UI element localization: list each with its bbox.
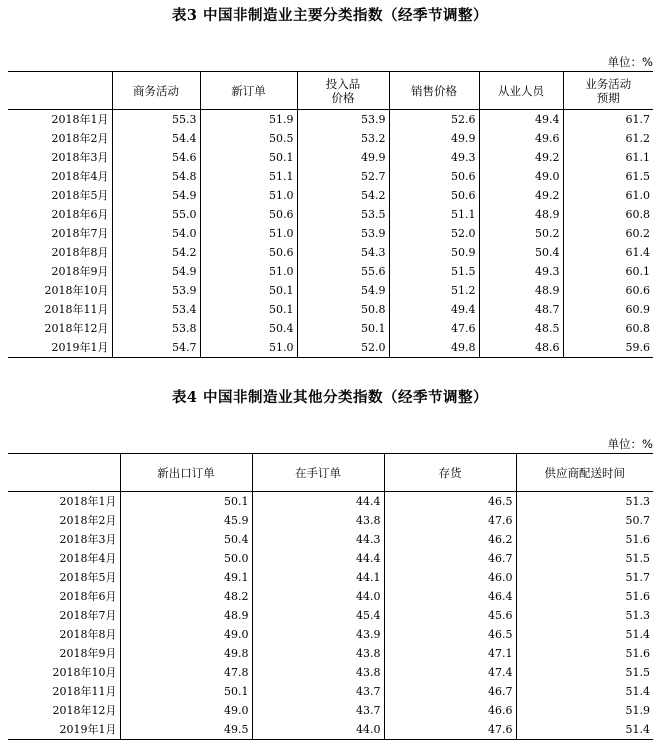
value-cell: 51.0 [200, 224, 297, 243]
value-cell: 50.4 [120, 530, 252, 549]
value-cell: 48.7 [479, 300, 563, 319]
value-cell: 59.6 [563, 338, 653, 358]
value-cell: 49.0 [479, 167, 563, 186]
table4-header-cell: 供应商配送时间 [516, 454, 653, 492]
value-cell: 47.1 [384, 644, 516, 663]
month-cell: 2018年4月 [51, 170, 109, 183]
table4-unit: 单位：% [607, 437, 653, 451]
month-cell: 2018年11月 [52, 685, 117, 698]
table3-unit: 单位：% [607, 55, 653, 69]
value-cell: 60.8 [563, 319, 653, 338]
value-cell: 51.1 [200, 167, 297, 186]
value-cell: 46.7 [384, 682, 516, 701]
value-cell: 46.7 [384, 549, 516, 568]
value-cell: 51.0 [200, 262, 297, 281]
value-cell: 54.9 [297, 281, 389, 300]
table4-header-row [8, 454, 653, 492]
month-cell: 2018年6月 [51, 208, 109, 221]
value-cell: 49.6 [479, 129, 563, 148]
table-row [8, 549, 653, 568]
table3-header-cell: 从业人员 [479, 72, 563, 110]
table-row [8, 205, 653, 224]
value-cell: 50.4 [479, 243, 563, 262]
value-cell: 50.6 [200, 205, 297, 224]
value-cell: 51.4 [516, 625, 653, 644]
table4-header-blank [8, 454, 120, 492]
value-cell: 60.8 [563, 205, 653, 224]
value-cell: 51.5 [389, 262, 479, 281]
table-row [8, 129, 653, 148]
value-cell: 49.0 [120, 625, 252, 644]
value-cell: 49.3 [389, 148, 479, 167]
value-cell: 50.1 [200, 300, 297, 319]
table-row [8, 701, 653, 720]
value-cell: 43.7 [252, 682, 384, 701]
value-cell: 54.3 [297, 243, 389, 262]
value-cell: 44.3 [252, 530, 384, 549]
value-cell: 49.4 [389, 300, 479, 319]
value-cell: 61.7 [563, 110, 653, 130]
table-row [8, 167, 653, 186]
value-cell: 51.5 [516, 663, 653, 682]
table-row [8, 663, 653, 682]
value-cell: 51.4 [516, 720, 653, 740]
value-cell: 51.3 [516, 492, 653, 512]
value-cell: 45.9 [120, 511, 252, 530]
table4-header-cell: 存货 [384, 454, 516, 492]
value-cell: 48.9 [479, 281, 563, 300]
table-row [8, 338, 653, 358]
month-cell: 2018年10月 [52, 666, 117, 679]
month-cell: 2018年1月 [51, 113, 109, 126]
value-cell: 55.3 [112, 110, 200, 130]
month-cell: 2018年5月 [59, 571, 117, 584]
table3-header-cell: 新订单 [200, 72, 297, 110]
value-cell: 60.9 [563, 300, 653, 319]
value-cell: 47.8 [120, 663, 252, 682]
value-cell: 55.6 [297, 262, 389, 281]
value-cell: 51.3 [516, 606, 653, 625]
value-cell: 54.6 [112, 148, 200, 167]
month-cell: 2018年3月 [51, 151, 109, 164]
month-cell: 2018年8月 [51, 246, 109, 259]
value-cell: 46.0 [384, 568, 516, 587]
value-cell: 61.4 [563, 243, 653, 262]
value-cell: 48.2 [120, 587, 252, 606]
value-cell: 44.0 [252, 587, 384, 606]
value-cell: 50.1 [120, 492, 252, 512]
value-cell: 54.9 [112, 186, 200, 205]
value-cell: 49.8 [389, 338, 479, 358]
value-cell: 43.8 [252, 663, 384, 682]
value-cell: 49.2 [479, 148, 563, 167]
value-cell: 51.5 [516, 549, 653, 568]
value-cell: 53.5 [297, 205, 389, 224]
month-cell: 2018年12月 [44, 322, 109, 335]
table-row [8, 568, 653, 587]
value-cell: 51.9 [200, 110, 297, 130]
month-cell: 2018年7月 [59, 609, 117, 622]
value-cell: 43.8 [252, 511, 384, 530]
value-cell: 50.1 [200, 281, 297, 300]
table-row [8, 511, 653, 530]
table3-header-cell: 业务活动 预期 [563, 72, 653, 110]
value-cell: 46.2 [384, 530, 516, 549]
table-row [8, 224, 653, 243]
table-row [8, 625, 653, 644]
value-cell: 49.9 [389, 129, 479, 148]
value-cell: 43.9 [252, 625, 384, 644]
table-row [8, 720, 653, 740]
value-cell: 49.4 [479, 110, 563, 130]
table-row [8, 644, 653, 663]
table3-title: 表3 中国非制造业主要分类指数（经季节调整） [171, 7, 489, 24]
value-cell: 52.7 [297, 167, 389, 186]
table3 [8, 71, 653, 358]
value-cell: 51.2 [389, 281, 479, 300]
month-cell: 2018年9月 [59, 647, 117, 660]
value-cell: 43.7 [252, 701, 384, 720]
value-cell: 51.9 [516, 701, 653, 720]
value-cell: 50.8 [297, 300, 389, 319]
table3-body [8, 110, 653, 358]
table-row [8, 186, 653, 205]
value-cell: 43.8 [252, 644, 384, 663]
value-cell: 50.4 [200, 319, 297, 338]
value-cell: 51.0 [200, 186, 297, 205]
value-cell: 50.1 [120, 682, 252, 701]
value-cell: 61.5 [563, 167, 653, 186]
table4-header-cell: 新出口订单 [120, 454, 252, 492]
value-cell: 49.3 [479, 262, 563, 281]
month-cell: 2018年4月 [59, 552, 117, 565]
table4-title: 表4 中国非制造业其他分类指数（经季节调整） [171, 389, 489, 406]
month-cell: 2018年11月 [44, 303, 109, 316]
value-cell: 48.6 [479, 338, 563, 358]
value-cell: 49.2 [479, 186, 563, 205]
value-cell: 50.1 [200, 148, 297, 167]
value-cell: 61.1 [563, 148, 653, 167]
value-cell: 47.6 [389, 319, 479, 338]
value-cell: 60.6 [563, 281, 653, 300]
month-cell: 2018年10月 [44, 284, 109, 297]
value-cell: 54.2 [297, 186, 389, 205]
value-cell: 48.5 [479, 319, 563, 338]
month-cell: 2018年3月 [59, 533, 117, 546]
value-cell: 51.7 [516, 568, 653, 587]
table-row [8, 606, 653, 625]
value-cell: 48.9 [120, 606, 252, 625]
value-cell: 52.0 [297, 338, 389, 358]
value-cell: 53.9 [297, 110, 389, 130]
month-cell: 2018年7月 [51, 227, 109, 240]
value-cell: 53.4 [112, 300, 200, 319]
table3-header-cell: 投入品 价格 [297, 72, 389, 110]
value-cell: 44.4 [252, 492, 384, 512]
value-cell: 47.6 [384, 511, 516, 530]
value-cell: 54.8 [112, 167, 200, 186]
value-cell: 51.6 [516, 644, 653, 663]
value-cell: 50.6 [389, 167, 479, 186]
table-row [8, 319, 653, 338]
table-row [8, 148, 653, 167]
table-row [8, 587, 653, 606]
month-cell: 2018年8月 [59, 628, 117, 641]
month-cell: 2018年5月 [51, 189, 109, 202]
month-cell: 2018年2月 [59, 514, 117, 527]
value-cell: 47.6 [384, 720, 516, 740]
table3-header-blank [8, 72, 112, 110]
month-cell: 2018年6月 [59, 590, 117, 603]
value-cell: 50.1 [297, 319, 389, 338]
value-cell: 53.9 [112, 281, 200, 300]
value-cell: 61.2 [563, 129, 653, 148]
value-cell: 60.2 [563, 224, 653, 243]
value-cell: 49.0 [120, 701, 252, 720]
value-cell: 54.4 [112, 129, 200, 148]
table3-header-row [8, 72, 653, 110]
table4-header-cell: 在手订单 [252, 454, 384, 492]
value-cell: 53.9 [297, 224, 389, 243]
table4 [8, 453, 653, 740]
value-cell: 48.9 [479, 205, 563, 224]
value-cell: 61.0 [563, 186, 653, 205]
value-cell: 50.0 [120, 549, 252, 568]
value-cell: 54.7 [112, 338, 200, 358]
value-cell: 46.5 [384, 492, 516, 512]
table-row [8, 530, 653, 549]
value-cell: 51.6 [516, 530, 653, 549]
month-cell: 2019年1月 [51, 341, 109, 354]
value-cell: 50.6 [200, 243, 297, 262]
value-cell: 52.6 [389, 110, 479, 130]
value-cell: 50.7 [516, 511, 653, 530]
value-cell: 50.6 [389, 186, 479, 205]
table4-body [8, 492, 653, 740]
value-cell: 45.4 [252, 606, 384, 625]
table-row [8, 243, 653, 262]
value-cell: 54.9 [112, 262, 200, 281]
value-cell: 52.0 [389, 224, 479, 243]
value-cell: 47.4 [384, 663, 516, 682]
month-cell: 2018年9月 [51, 265, 109, 278]
month-cell: 2018年2月 [51, 132, 109, 145]
value-cell: 46.5 [384, 625, 516, 644]
table3-header-cell: 商务活动 [112, 72, 200, 110]
table-row [8, 262, 653, 281]
value-cell: 50.9 [389, 243, 479, 262]
value-cell: 49.9 [297, 148, 389, 167]
value-cell: 51.6 [516, 587, 653, 606]
value-cell: 49.5 [120, 720, 252, 740]
value-cell: 53.8 [112, 319, 200, 338]
value-cell: 50.2 [479, 224, 563, 243]
value-cell: 51.1 [389, 205, 479, 224]
value-cell: 49.1 [120, 568, 252, 587]
value-cell: 44.1 [252, 568, 384, 587]
table3-header-cell: 销售价格 [389, 72, 479, 110]
month-cell: 2018年1月 [59, 495, 117, 508]
table-row [8, 281, 653, 300]
value-cell: 49.8 [120, 644, 252, 663]
table-row [8, 682, 653, 701]
value-cell: 44.0 [252, 720, 384, 740]
table-row [8, 110, 653, 130]
value-cell: 51.0 [200, 338, 297, 358]
value-cell: 60.1 [563, 262, 653, 281]
table-row [8, 300, 653, 319]
value-cell: 44.4 [252, 549, 384, 568]
value-cell: 46.6 [384, 701, 516, 720]
value-cell: 45.6 [384, 606, 516, 625]
table-row [8, 492, 653, 512]
value-cell: 54.0 [112, 224, 200, 243]
month-cell: 2018年12月 [52, 704, 117, 717]
value-cell: 50.5 [200, 129, 297, 148]
value-cell: 55.0 [112, 205, 200, 224]
value-cell: 46.4 [384, 587, 516, 606]
value-cell: 54.2 [112, 243, 200, 262]
value-cell: 51.4 [516, 682, 653, 701]
value-cell: 53.2 [297, 129, 389, 148]
month-cell: 2019年1月 [59, 723, 117, 736]
